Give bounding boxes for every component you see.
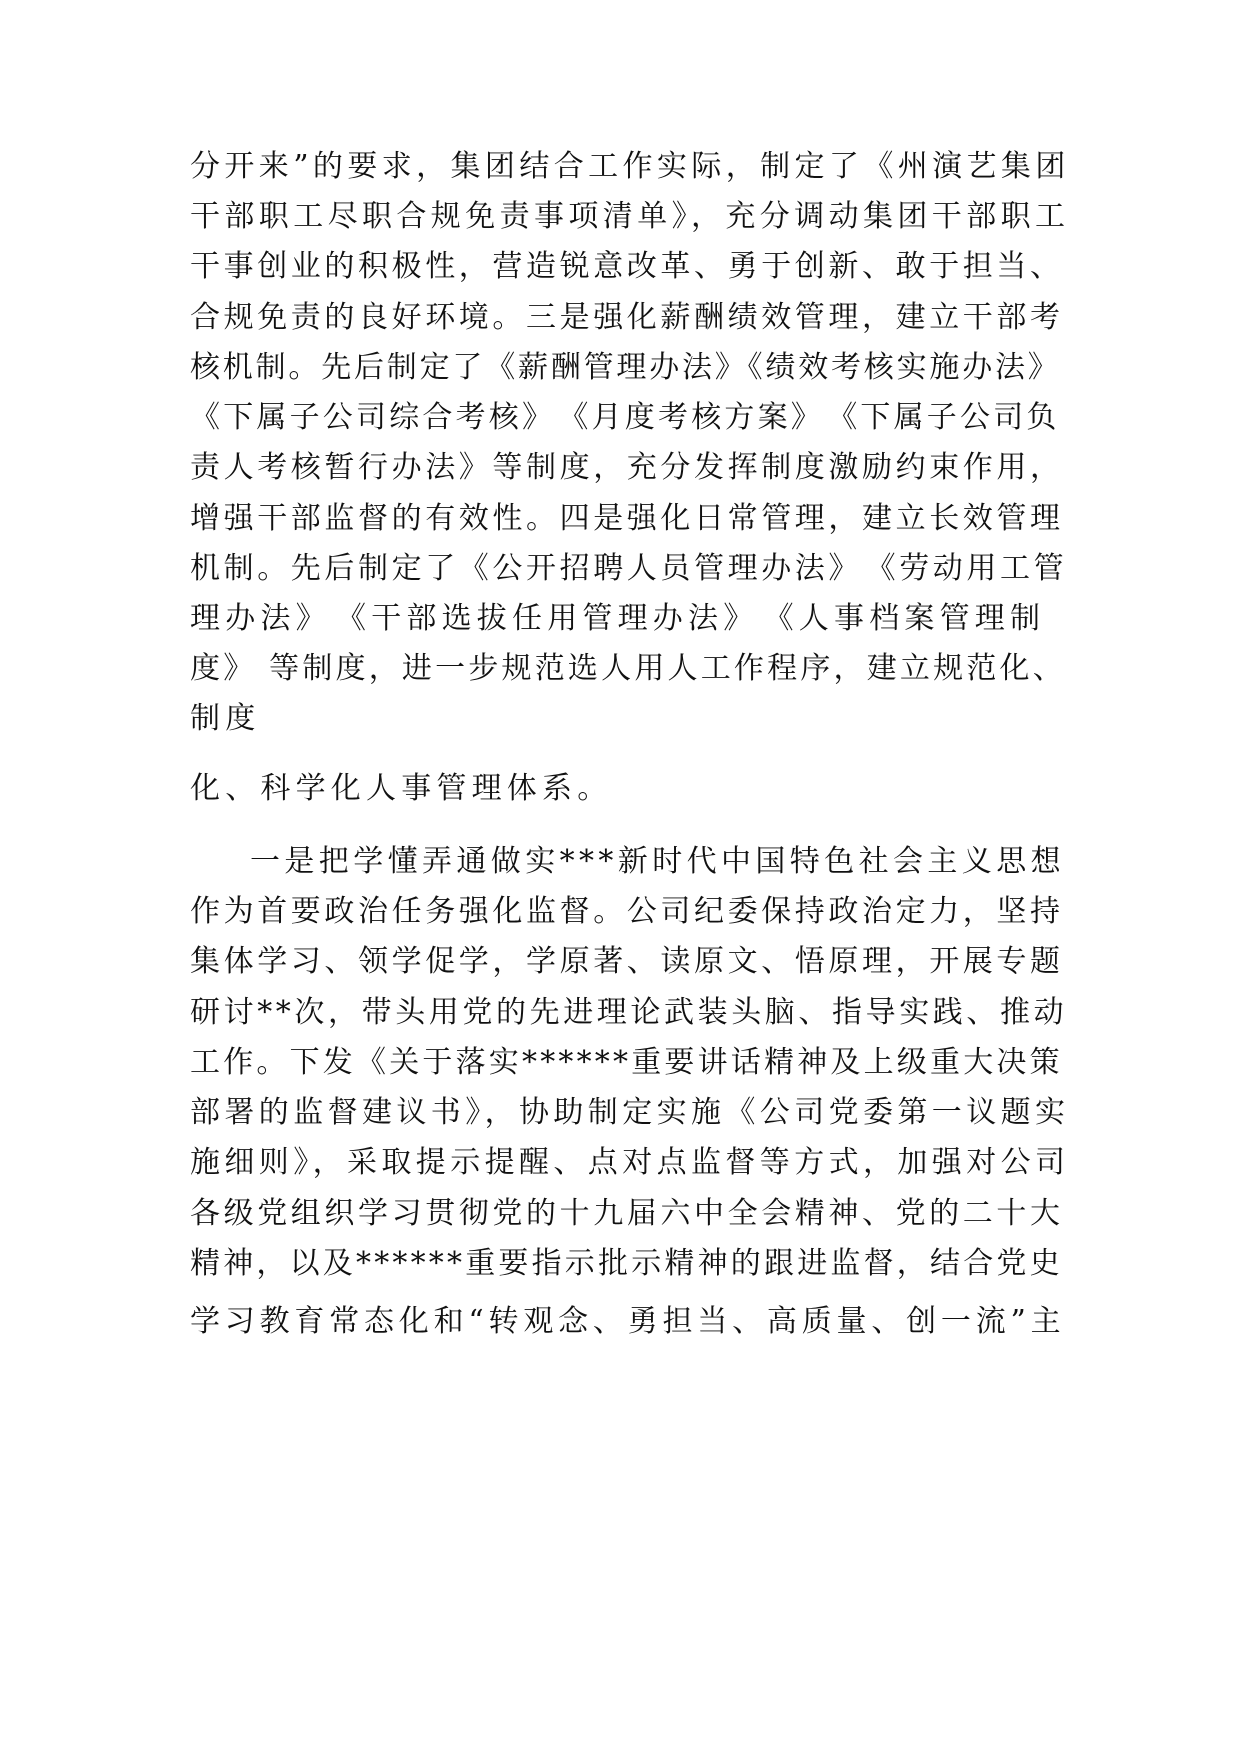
text-line: 作为首要政治任务强化监督。公司纪委保持政治定力，坚持: [190, 894, 1064, 929]
text-line: 化、科学化人事管理体系。: [190, 771, 613, 806]
text-line: 理办法》 《干部选拔任用管理办法》 《人事档案管理制: [190, 601, 1046, 636]
text-line: 施细则》，采取提示提醒、点对点监督等方式，加强对公司: [190, 1145, 1070, 1180]
text-line: 责人考核暂行办法》等制度，充分发挥制度激励约束作用，: [190, 450, 1064, 485]
text-line: 《下属子公司综合考核》 《月度考核方案》 《下属子公司负: [190, 400, 1060, 435]
text-line: 研讨**次，带头用党的先进理论武装头脑、指导实践、推动: [190, 995, 1068, 1030]
text-line: 度》 等制度，进一步规范选人用人工作程序，建立规范化、: [190, 651, 1066, 686]
text-line: 核机制。先后制定了《薪酬管理办法》《绩效考核实施办法》: [190, 350, 1061, 385]
text-line: 合规免责的良好环境。三是强化薪酬绩效管理，建立干部考: [190, 300, 1064, 335]
text-line: 增强干部监督的有效性。四是强化日常管理，建立长效管理: [190, 501, 1064, 536]
text-line: 制度: [190, 701, 261, 736]
text-line: 精神，以及******重要指示批示精神的跟进监督，结合党史: [190, 1246, 1063, 1281]
text-line: 部署的监督建议书》，协助制定实施《公司党委第一议题实: [190, 1095, 1070, 1130]
text-line: 机制。先后制定了《公开招聘人员管理办法》 《劳动用工管: [190, 551, 1068, 586]
text-line: 干部职工尽职合规免责事项清单》，充分调动集团干部职工: [190, 199, 1070, 234]
text-line: 工作。下发《关于落实******重要讲话精神及上级重大决策: [190, 1045, 1063, 1080]
text-line: 学习教育常态化和“转观念、勇担当、高质量、创一流”主: [190, 1304, 1066, 1339]
text-line: 各级党组织学习贯彻党的十九届六中全会精神、党的二十大: [190, 1196, 1064, 1231]
paragraph-first-line: 一是把学懂弄通做实***新时代中国特色社会主义思想: [250, 844, 1065, 879]
text-line: 分开来”的要求，集团结合工作实际，制定了《州演艺集团: [190, 149, 1070, 184]
text-line: 干事创业的积极性，营造锐意改革、勇于创新、敢于担当、: [190, 249, 1064, 284]
text-line: 集体学习、领学促学，学原著、读原文、悟原理，开展专题: [190, 944, 1064, 979]
